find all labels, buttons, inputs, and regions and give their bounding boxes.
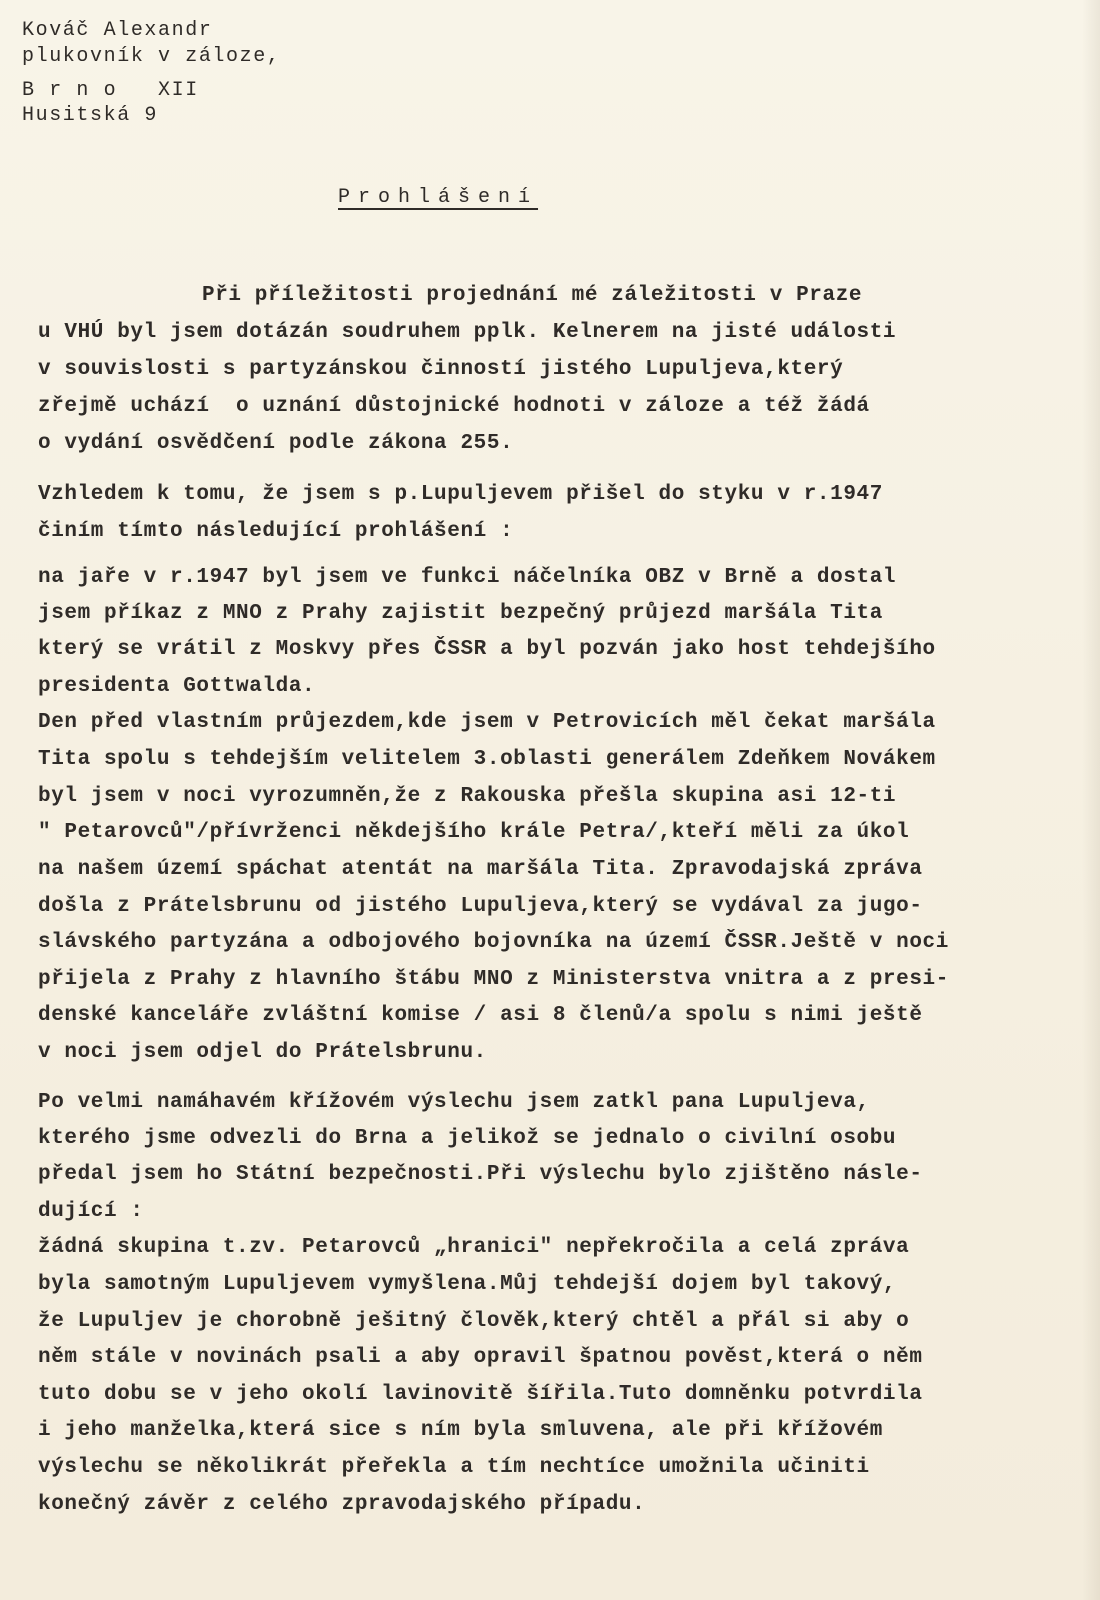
text-line: v noci jsem odjel do Prátelsbrunu. bbox=[38, 1041, 487, 1064]
text-line: na jaře v r.1947 byl jsem ve funkci náčelníka OBZ v Brně a dostal bbox=[38, 566, 897, 589]
document-title: Prohlášení bbox=[338, 186, 539, 209]
text-line: dující : bbox=[38, 1200, 144, 1223]
text-line: který se vrátil z Moskvy přes ČSSR a byl pozván jako host tehdejšího bbox=[38, 638, 936, 661]
text-line: přijela z Prahy z hlavního štábu MNO z Ministerstva vnitra a z presi- bbox=[38, 968, 949, 991]
sender-name: Kováč Alexandr bbox=[22, 19, 213, 42]
text-line: byl jsem v noci vyrozumněn,že z Rakouska přešla skupina asi 12-ti bbox=[38, 785, 897, 808]
text-line: denské kanceláře zvláštní komise / asi 8 členů/a spolu s nimi ještě bbox=[38, 1004, 923, 1027]
sender-city: B r n o XII bbox=[22, 79, 199, 102]
text-line: o vydání osvědčení podle zákona 255. bbox=[38, 432, 514, 455]
text-line: jsem příkaz z MNO z Prahy zajistit bezpečný průjezd maršála Tita bbox=[38, 602, 883, 625]
sender-street: Husitská 9 bbox=[22, 104, 159, 127]
text-line: předal jsem ho Státní bezpečnosti.Při výslechu bylo zjištěno násle- bbox=[38, 1163, 923, 1186]
text-line: slávského partyzána a odbojového bojovníka na území ČSSR.Ještě v noci bbox=[38, 931, 949, 954]
text-line: i jeho manželka,která sice s ním byla smluvena, ale při křížovém bbox=[38, 1419, 883, 1442]
text-line: žádná skupina t.zv. Petarovců „hranici" nepřekročila a celá zpráva bbox=[38, 1236, 910, 1259]
text-line: Při příležitosti projednání mé záležitosti v Praze bbox=[202, 284, 863, 307]
text-line: došla z Prátelsbrunu od jistého Lupuljeva,který se vydával za jugo- bbox=[38, 895, 923, 918]
text-line: činím tímto následující prohlášení : bbox=[38, 520, 514, 543]
text-line: Tita spolu s tehdejším velitelem 3.oblasti generálem Zdeňkem Novákem bbox=[38, 748, 936, 771]
text-line: Den před vlastním průjezdem,kde jsem v Petrovicích měl čekat maršála bbox=[38, 711, 936, 734]
text-line: u VHÚ byl jsem dotázán soudruhem pplk. Kelnerem na jisté události bbox=[38, 321, 897, 344]
text-line: byla samotným Lupuljevem vymyšlena.Můj tehdejší dojem byl takový, bbox=[38, 1273, 897, 1296]
text-line: kterého jsme odvezli do Brna a jelikož se jednalo o civilní osobu bbox=[38, 1127, 897, 1150]
text-line: že Lupuljev je chorobně ješitný člověk,který chtěl a přál si aby o bbox=[38, 1310, 910, 1333]
text-line: Po velmi namáhavém křížovém výslechu jsem zatkl pana Lupuljeva, bbox=[38, 1091, 870, 1114]
text-line: výslechu se několikrát přeřekla a tím nechtíce umožnila učiniti bbox=[38, 1456, 870, 1479]
text-line: Vzhledem k tomu, že jsem s p.Lupuljevem přišel do styku v r.1947 bbox=[38, 483, 883, 506]
sender-rank: plukovník v záloze, bbox=[22, 45, 281, 68]
text-line: zřejmě uchází o uznání důstojnické hodnoti v záloze a též žádá bbox=[38, 395, 870, 418]
text-line: v souvislosti s partyzánskou činností jistého Lupuljeva,který bbox=[38, 358, 844, 381]
text-line: na našem území spáchat atentát na maršála Tita. Zpravodajská zpráva bbox=[38, 858, 923, 881]
text-line: tuto dobu se v jeho okolí lavinovitě šířila.Tuto domněnku potvrdila bbox=[38, 1383, 923, 1406]
text-line: " Petarovců"/přívrženci někdejšího krále Petra/,kteří měli za úkol bbox=[38, 821, 910, 844]
text-line: konečný závěr z celého zpravodajského případu. bbox=[38, 1493, 646, 1516]
text-line: něm stále v novinách psali a aby opravil špatnou pověst,která o něm bbox=[38, 1346, 923, 1369]
text-line: presidenta Gottwalda. bbox=[38, 675, 316, 698]
paper-edge-shadow bbox=[1082, 0, 1100, 1600]
